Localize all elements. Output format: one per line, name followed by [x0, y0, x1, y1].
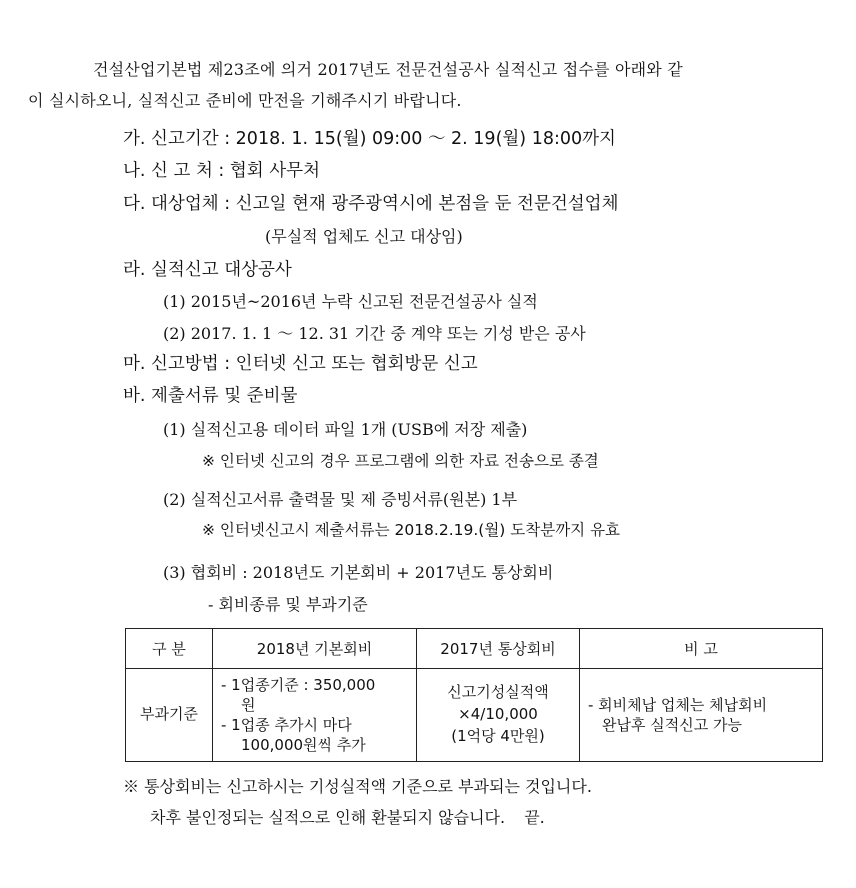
regular-fee-line-2: ×4/10,000 — [458, 705, 538, 724]
fee-table-header-row — [126, 629, 823, 669]
regular-fee-line-1: 신고기성실적액 — [447, 683, 549, 702]
item-ba-1-note: ※ 인터넷 신고의 경우 프로그램에 의한 자료 전송으로 종결 — [202, 452, 599, 470]
fee-table-header: 2017년 통상회비 — [417, 629, 580, 669]
item-ra-works: 라. 실적신고 대상공사 — [123, 260, 292, 280]
fee-table — [125, 628, 823, 762]
item-ba-2: (2) 실적신고서류 출력물 및 제 증빙서류(원본) 1부 — [163, 490, 518, 509]
remark-line-2: 완납후 실적신고 가능 — [602, 716, 742, 734]
basic-fee-line-1b: 원 — [241, 695, 256, 714]
fee-table-row — [126, 669, 823, 762]
item-da-note: (무실적 업체도 신고 대상임) — [265, 227, 463, 246]
item-ra-2: (2) 2017. 1. 1 ～ 12. 31 기간 중 계약 또는 기성 받은 공사 — [163, 324, 586, 343]
fee-table-header: 2018년 기본회비 — [213, 629, 417, 669]
item-ga-period: 가. 신고기간 : 2018. 1. 15(월) 09:00 ～ 2. 19(월) 18:00까지 — [123, 129, 616, 149]
regular-fee-cell — [417, 669, 580, 762]
remark-cell — [580, 669, 823, 762]
item-ba-3: (3) 협회비 : 2018년도 기본회비 + 2017년도 통상회비 — [163, 563, 554, 582]
basic-fee-cell — [213, 669, 417, 762]
basic-fee-line-1: - 1업종기준 : 350,000 — [221, 675, 376, 694]
item-ba-2-note: ※ 인터넷신고시 제출서류는 2018.2.19.(월) 도착분까지 유효 — [202, 521, 621, 539]
fee-table-header: 비 고 — [580, 629, 823, 669]
regular-fee-line-3: (1억당 4만원) — [451, 726, 545, 745]
item-da-target: 다. 대상업체 : 신고일 현재 광주광역시에 본점을 둔 전문건설업체 — [123, 194, 619, 214]
item-ma-method: 마. 신고방법 : 인터넷 신고 또는 협회방문 신고 — [123, 354, 478, 374]
fee-table-header: 구 분 — [126, 629, 213, 669]
item-ba-documents: 바. 제출서류 및 준비물 — [123, 386, 298, 406]
fee-row-label: 부과기준 — [126, 669, 213, 762]
footer-end-mark: 끝. — [524, 808, 545, 827]
item-ba-1: (1) 실적신고용 데이터 파일 1개 (USB에 저장 제출) — [163, 420, 528, 439]
footer-note-2-text: 차후 불인정되는 실적으로 인해 환불되지 않습니다. — [150, 808, 506, 827]
footer-note-2 — [150, 810, 545, 826]
item-ba-3-sub: - 회비종류 및 부과기준 — [208, 595, 368, 614]
footer-note-1: ※ 통상회비는 신고하시는 기성실적액 기준으로 부과되는 것입니다. — [123, 777, 592, 796]
intro-line-1: 건설산업기본법 제23조에 의거 2017년도 전문건설공사 실적신고 접수를 아래와 같 — [93, 60, 683, 79]
item-ra-1: (1) 2015년~2016년 누락 신고된 전문건설공사 실적 — [163, 292, 538, 311]
item-na-place: 나. 신 고 처 : 협회 사무처 — [123, 161, 320, 181]
remark-line-1: - 회비체납 업체는 체납회비 — [588, 695, 768, 714]
basic-fee-line-2: - 1업종 추가시 마다 — [221, 716, 352, 734]
basic-fee-line-2b: 100,000원씩 추가 — [241, 736, 366, 755]
intro-line-2: 이 실시하오니, 실적신고 준비에 만전을 기해주시기 바랍니다. — [28, 91, 462, 110]
